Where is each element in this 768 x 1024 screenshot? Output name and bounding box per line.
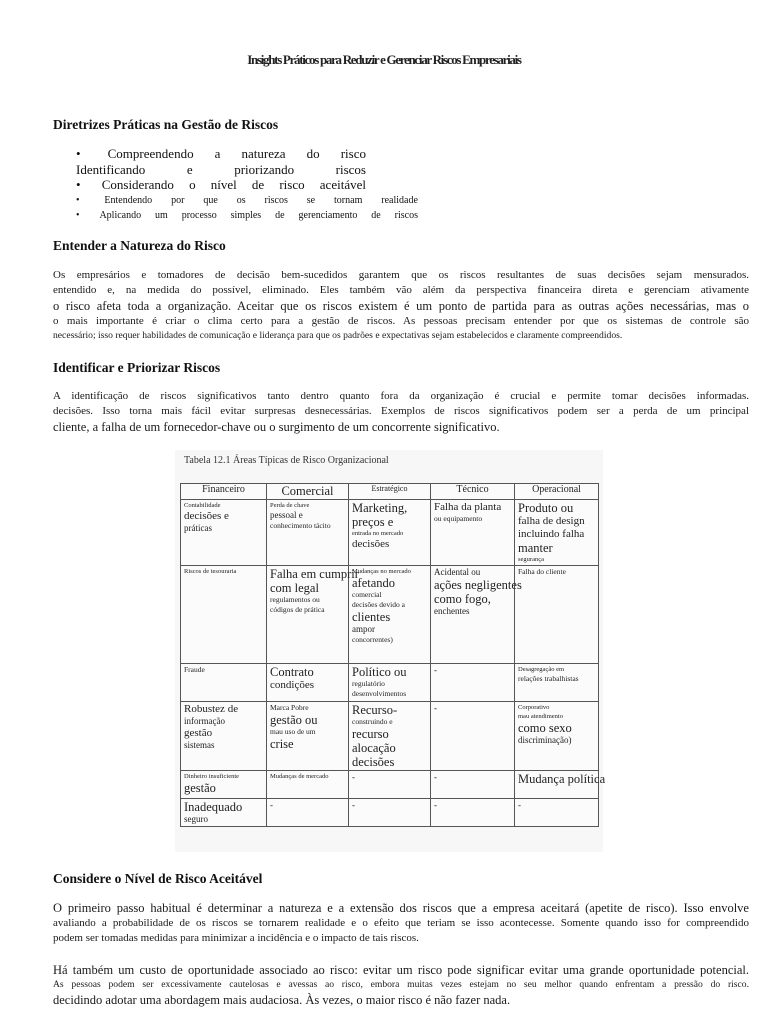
cell-text: -	[270, 800, 273, 810]
cell-text: -	[352, 800, 355, 810]
cell-text: sistemas	[184, 740, 215, 750]
table-cell	[515, 799, 599, 827]
table-cell	[181, 664, 267, 702]
cell-text: Marketing,	[352, 501, 408, 515]
table-cell	[181, 500, 267, 566]
cell-text: Falha do cliente	[518, 567, 566, 576]
cell-text: Corporativo	[518, 704, 550, 711]
table-cell	[181, 566, 267, 664]
cell-text: práticas	[184, 523, 212, 533]
cell-text: conhecimento tácito	[270, 521, 331, 530]
cell-text: entrada no mercado	[352, 530, 404, 537]
cell-text: informação	[184, 716, 225, 726]
cell-text: Inadequado	[184, 800, 243, 814]
table-cell	[349, 702, 431, 771]
table-cell	[515, 500, 599, 566]
cell-text: Recurso-	[352, 703, 398, 717]
bullet-word: simples	[230, 209, 262, 221]
cell-text: ações negligentes	[434, 578, 522, 592]
cell-text: Mudanças no mercado	[352, 568, 411, 575]
cell-text: recurso	[352, 727, 389, 741]
table-cell	[431, 566, 522, 664]
cell-text: clientes	[352, 610, 391, 624]
bullet-word: se	[306, 194, 316, 206]
cell-text: condições	[270, 679, 314, 691]
bullet-word: gerenciamento	[298, 209, 358, 221]
bullet-word: de	[251, 177, 265, 192]
cell-text: decisões e	[184, 510, 229, 522]
risk-areas-table	[180, 483, 606, 827]
cell-text: alocação	[352, 741, 396, 755]
bullet-item: • Considerando o nível de risco aceitável	[76, 177, 366, 192]
table-cell	[267, 500, 349, 566]
section-heading-identify: Identificar e Priorizar Riscos	[53, 360, 221, 375]
bullet-word: riscos	[394, 209, 418, 221]
table-cell	[515, 771, 606, 799]
cell-text: Mudança política	[518, 772, 606, 786]
table-cell	[181, 702, 267, 771]
cell-text: Perda de chave	[270, 502, 310, 509]
acceptable-paragraph-2	[53, 962, 749, 1008]
cell-text: comercial	[352, 590, 382, 599]
bullet-item: • Entendendo por que os riscos se tornam realidade	[76, 194, 418, 206]
table-row	[181, 771, 599, 799]
cell-text: ampor	[352, 624, 375, 634]
cell-text: mau uso de um	[270, 727, 316, 736]
bullet-word: Entendendo	[104, 194, 153, 206]
table-cell	[431, 799, 515, 827]
bullet-word: e	[186, 161, 193, 177]
acceptable-paragraph-1	[53, 900, 749, 946]
paragraph-line: Os empresários e tomadores de decisão bem-sucedidos garantem que os riscos resultantes de suas decisões sejam mensurados.	[53, 269, 749, 281]
bullet-word: a	[214, 146, 221, 161]
table-row	[181, 566, 599, 664]
cell-text: Acidental ou	[434, 567, 481, 577]
column-header: Operacional	[515, 484, 599, 500]
column-header: Estratégico	[349, 484, 431, 500]
column-header: Financeiro	[181, 484, 267, 500]
table-cell	[431, 771, 515, 799]
cell-text: mau atendimento	[518, 713, 563, 720]
cell-text: -	[352, 772, 355, 782]
cell-text: como sexo	[518, 721, 572, 735]
cell-text: Marca Pobre	[270, 703, 309, 712]
table-cell	[349, 799, 431, 827]
cell-text: Falha em cumprir	[270, 567, 359, 581]
cell-text: construindo e	[352, 717, 393, 726]
cell-text: gestão	[184, 727, 213, 739]
cell-text: Político ou	[352, 665, 407, 679]
cell-text: gestão ou	[270, 713, 318, 727]
bullet-word: Compreendendo	[107, 146, 194, 161]
table-cell	[267, 566, 359, 664]
nature-paragraph	[53, 268, 749, 343]
bullet-word: natureza	[241, 146, 286, 161]
bullet-word: de	[371, 209, 381, 221]
bullet-word: priorizando	[234, 161, 295, 177]
cell-text: -	[518, 800, 521, 810]
cell-text: Fraude	[184, 665, 205, 674]
bullet-word: tornam	[334, 194, 363, 206]
bullet-word: um	[155, 209, 168, 221]
table-row	[181, 500, 599, 566]
column-header: Comercial	[267, 484, 349, 500]
cell-text: -	[434, 703, 437, 713]
table-cell	[431, 500, 515, 566]
table-caption: Tabela 12.1 Áreas Típicas de Risco Organizacional	[184, 455, 389, 466]
bullet-word: risco	[279, 177, 305, 192]
bullet-word: Aplicando	[99, 209, 142, 221]
cell-text: Contrato	[270, 665, 314, 679]
bullet-item: • Compreendendo a natureza do risco	[76, 146, 366, 161]
paragraph-line: O primeiro passo habitual é determinar a natureza e a extensão dos riscos que a empresa aceitará (apetite de risco). Isso envolve	[53, 901, 749, 915]
bullet-word: riscos	[335, 161, 366, 177]
bullet-word: Considerando	[101, 177, 174, 192]
paragraph-line: o mais importante é criar o clima certo para a gestão de riscos. As pessoas precisam entender por que os sistemas de controle são	[53, 315, 749, 327]
cell-text: Dinheiro insuficiente	[184, 773, 240, 780]
document-title: Insights Práticos para Reduzir e Gerenciar Riscos Empresariais	[247, 52, 521, 67]
table-cell	[349, 500, 431, 566]
cell-text: como fogo,	[434, 592, 491, 606]
paragraph-line: As pessoas podem ser excessivamente cautelosas e avessas ao risco, embora muitas vezes estejam no seu melhor quando enfrentam a pressão do risco.	[53, 979, 749, 990]
cell-text: Produto ou	[518, 501, 574, 515]
bullet-word: do	[306, 146, 320, 161]
cell-text: manter	[518, 541, 553, 555]
cell-text: regulatório	[352, 679, 385, 688]
bullet-item	[76, 162, 366, 178]
table-cell	[267, 664, 349, 702]
paragraph-line: necessário; isso requer habilidades de comunicação e liderança para que os padrões e expectativas sejam estabelecidos e claramente compreendidos.	[53, 330, 623, 341]
guidelines-bullet-list	[76, 146, 418, 223]
paragraph-line: o risco afeta toda a organização. Aceitar que os riscos existem é um ponto de partida para as outras ações necessárias, mas o	[53, 299, 749, 313]
table-cell	[267, 702, 349, 771]
cell-text: Desagregação em	[518, 666, 565, 673]
cell-text: discriminação)	[518, 735, 572, 745]
bullet-word: o	[189, 177, 196, 192]
cell-text: com legal	[270, 581, 319, 595]
bullet-word: nível	[210, 177, 237, 192]
table-cell	[267, 799, 349, 827]
bullet-word: risco	[340, 146, 366, 161]
cell-text: desenvolvimentos	[352, 689, 407, 698]
scanned-risk-table	[175, 450, 606, 852]
cell-text: enchentes	[434, 606, 470, 616]
bullet-word: que	[203, 194, 218, 206]
bullet-word: por	[171, 194, 185, 206]
identify-paragraph	[53, 389, 749, 435]
cell-text: decisões devido a	[352, 600, 405, 609]
cell-text: afetando	[352, 576, 396, 590]
table-cell	[349, 771, 431, 799]
section-heading-guidelines: Diretrizes Práticas na Gestão de Riscos	[53, 117, 279, 132]
cell-text: falha de design	[518, 515, 585, 527]
cell-text: preços e	[352, 515, 394, 529]
cell-text: Riscos de tesouraria	[184, 568, 237, 575]
table-cell	[515, 664, 599, 702]
bullet-word: processo	[181, 209, 217, 221]
table-cell	[431, 702, 515, 771]
cell-text: seguro	[184, 814, 208, 824]
cell-text: -	[434, 665, 437, 675]
cell-text: Robustez de	[184, 703, 239, 715]
table-cell	[181, 799, 267, 827]
bullet-item: • Aplicando um processo simples de gerenciamento de riscos	[76, 209, 418, 221]
bullet-word: aceitável	[319, 177, 366, 192]
table-cell	[431, 664, 515, 702]
table-row	[181, 664, 599, 702]
table-cell	[267, 771, 349, 799]
paragraph-line: Há também um custo de oportunidade associado ao risco: evitar um risco pode significar evitar uma grande oportunidade potencial.	[53, 963, 749, 977]
paragraph-line: A identificação de riscos significativos tanto dentro quanto fora da organização é crucial e permite tomar decisões informadas.	[53, 390, 749, 402]
cell-text: pessoal e	[270, 510, 303, 520]
table-cell	[181, 771, 267, 799]
table-row	[181, 799, 599, 827]
cell-text: -	[434, 800, 437, 810]
cell-text: decisões	[352, 755, 395, 769]
bullet-word: Identificando	[76, 161, 146, 177]
bullet-word: de	[275, 209, 285, 221]
section-heading-nature: Entender a Natureza do Risco	[53, 238, 226, 253]
cell-text: ou equipamento	[434, 514, 483, 523]
cell-text: Contabilidade	[184, 502, 221, 509]
table-cell	[515, 702, 599, 771]
bullet-word: riscos	[264, 194, 288, 206]
cell-text: incluindo falha	[518, 528, 585, 540]
cell-text: concorrentes)	[352, 635, 393, 644]
table-cell	[515, 566, 599, 664]
table-cell	[349, 566, 431, 664]
cell-text: -	[434, 772, 437, 782]
paragraph-line: podem ser tomadas medidas para minimizar a incidência e o impacto de tais riscos.	[53, 932, 419, 944]
paragraph-line: decidindo adotar uma abordagem mais audaciosa. Às vezes, o maior risco é não fazer nada.	[53, 993, 511, 1007]
section-heading-acceptable: Considere o Nível de Risco Aceitável	[53, 871, 263, 886]
column-header: Técnico	[431, 484, 515, 500]
cell-text: Falha da planta	[434, 501, 502, 513]
cell-text: gestão	[184, 781, 216, 795]
cell-text: regulamentos ou	[270, 595, 320, 604]
bullet-word: realidade	[381, 194, 418, 206]
table-header-row	[181, 484, 599, 500]
cell-text: decisões	[352, 538, 390, 550]
paragraph-line: avaliando a probabilidade de os riscos se tornarem realidade e o efeito que teriam se isso acontecesse. Somente quando isso for compreendido	[53, 917, 749, 929]
paragraph-line: entendido e, na medida do possível, eliminado. Eles também vão além da perspectiva financeira direta e gerenciam ativamente	[53, 284, 749, 296]
table-row	[181, 702, 599, 771]
cell-text: Mudanças de mercado	[270, 773, 329, 780]
table-cell	[349, 664, 431, 702]
paragraph-line: decisões. Isso torna mais fácil evitar surpresas desnecessárias. Exemplos de riscos significativos podem ser a perda de um principal	[53, 405, 749, 417]
cell-text: segurança	[518, 556, 544, 563]
cell-text: crise	[270, 737, 294, 751]
cell-text: relações trabalhistas	[518, 674, 579, 683]
cell-text: códigos de prática	[270, 605, 325, 614]
paragraph-line: cliente, a falha de um fornecedor-chave ou o surgimento de um concorrente significativo.	[53, 420, 500, 434]
bullet-word: os	[236, 194, 246, 206]
